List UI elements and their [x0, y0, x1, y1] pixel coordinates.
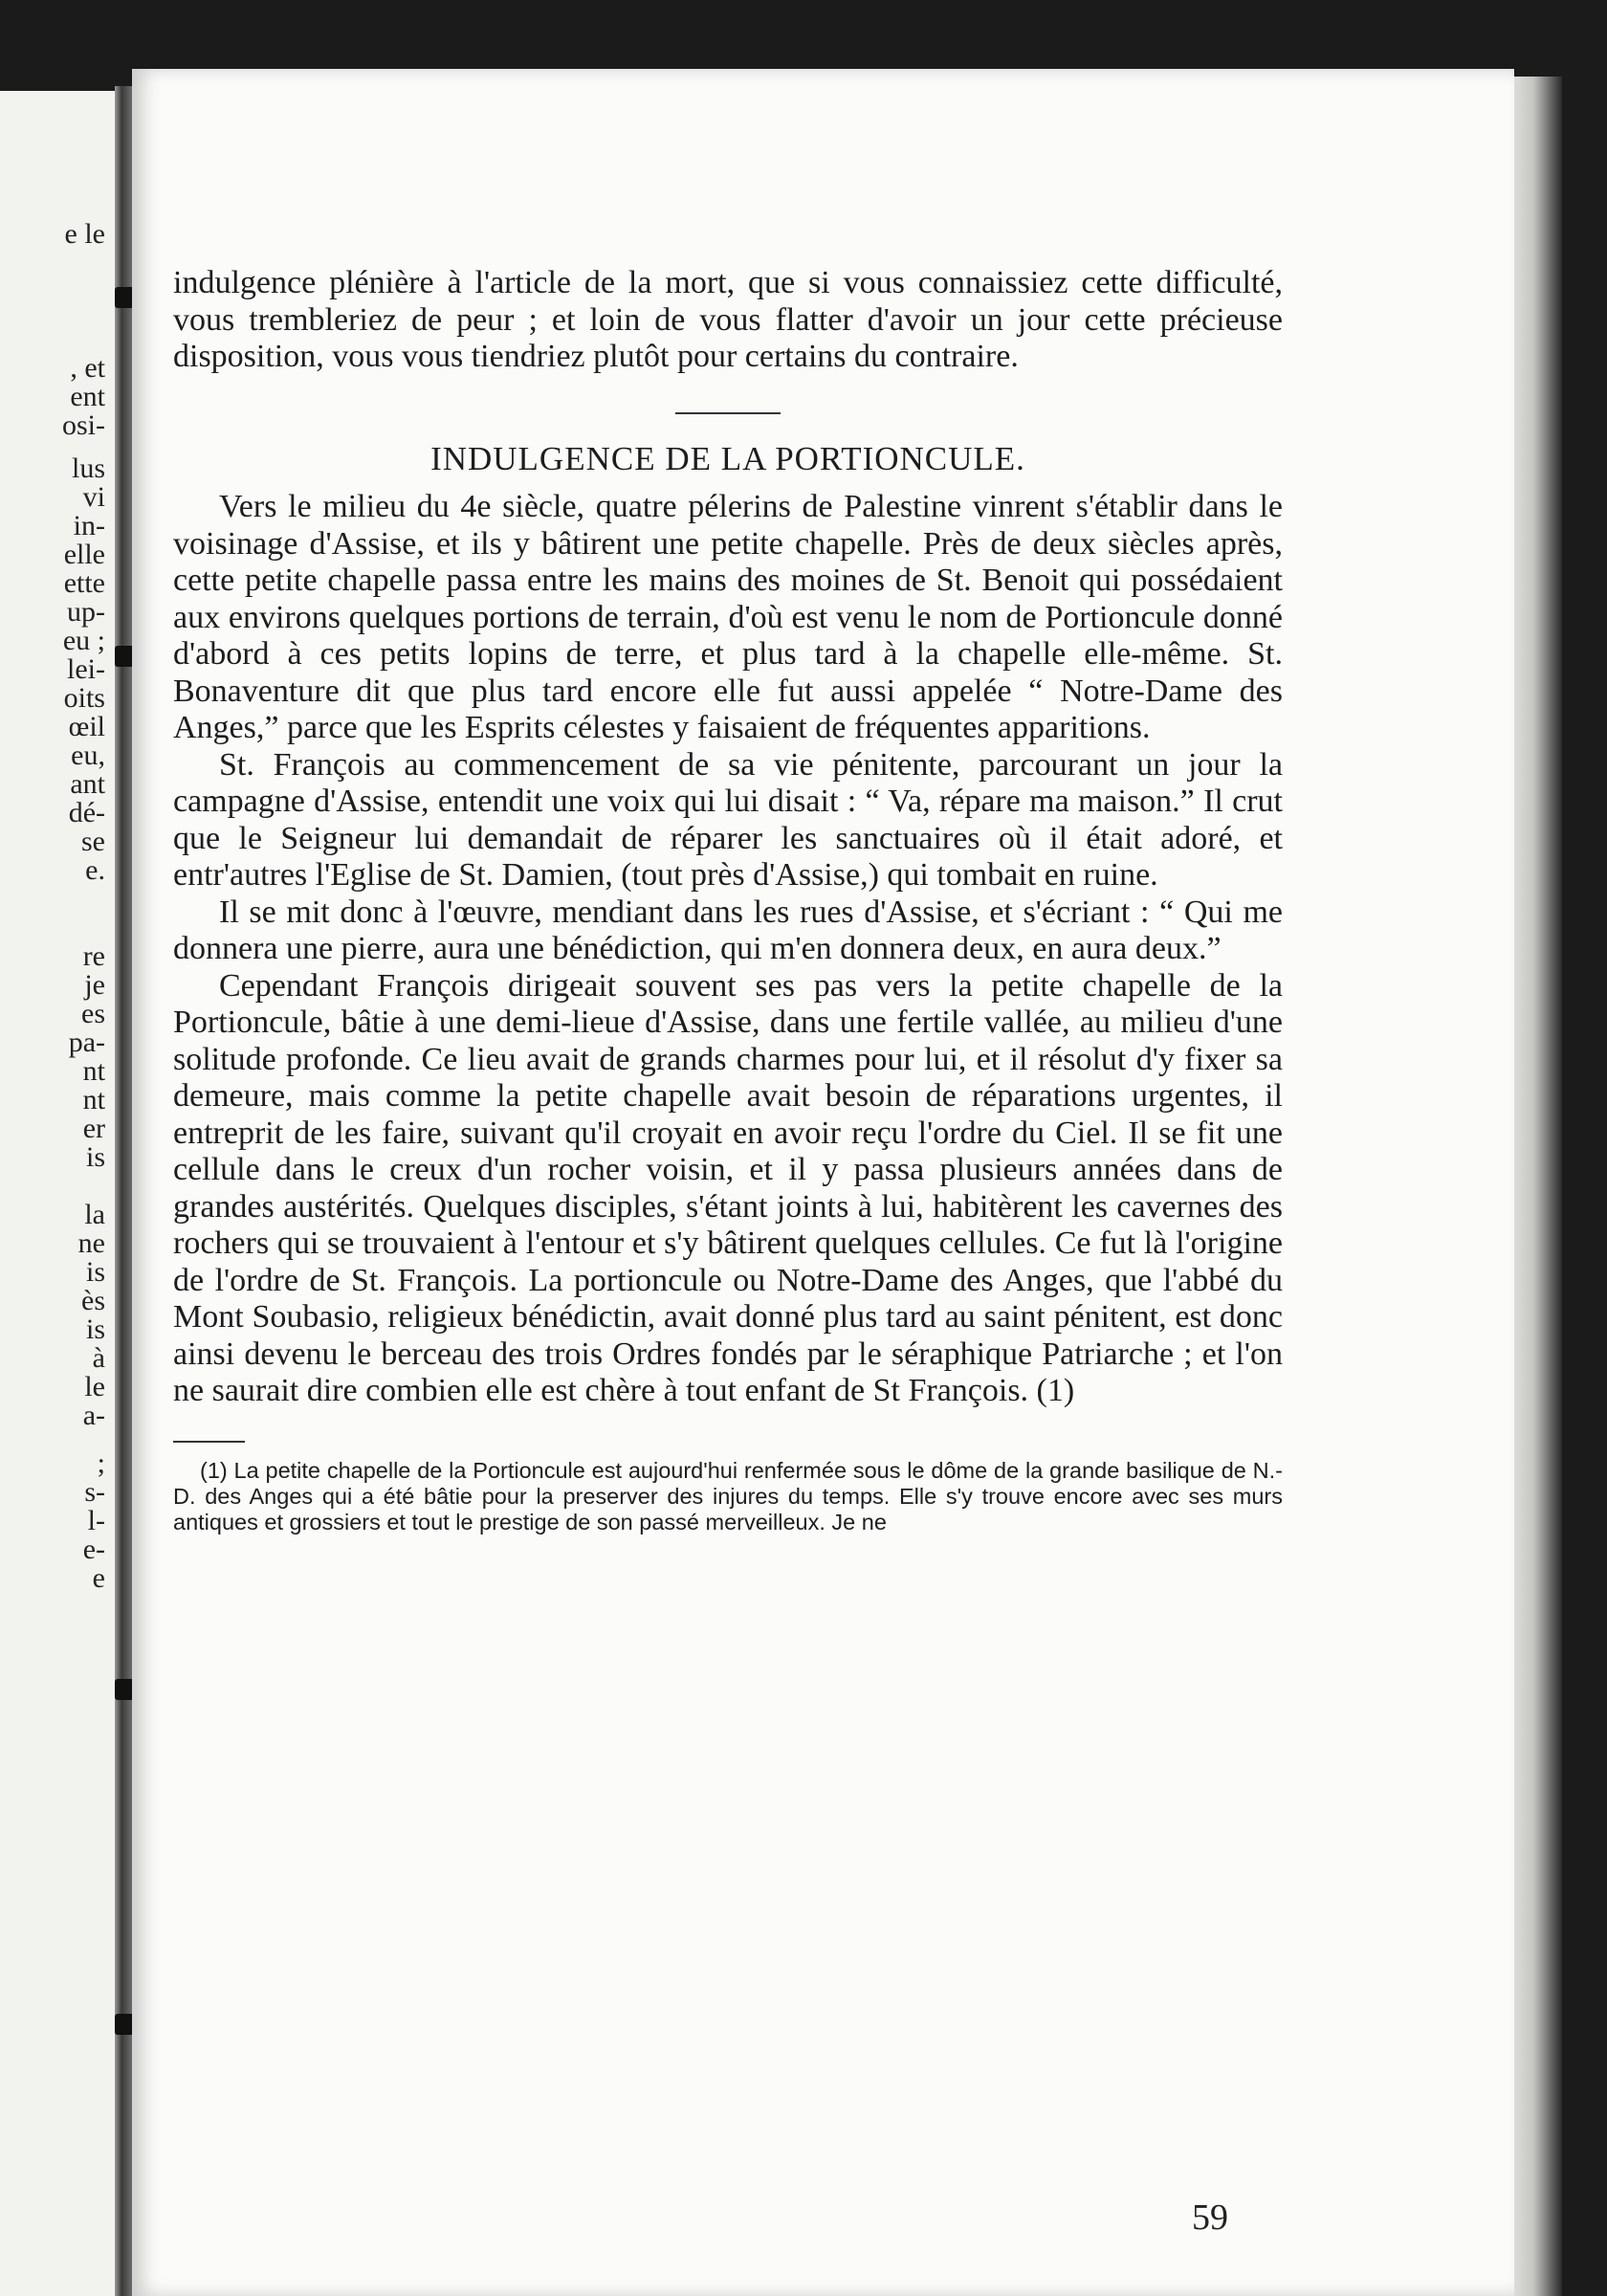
left-page-line: ne — [77, 1227, 105, 1259]
left-page-line: lus — [71, 453, 105, 484]
left-page-line: elle — [63, 539, 105, 570]
left-page-line: e- — [82, 1534, 105, 1565]
left-page-line: ; — [97, 1447, 105, 1479]
left-page-fragment — [0, 91, 115, 2296]
left-page-line: œil — [68, 711, 105, 742]
left-page-line: es — [81, 998, 105, 1029]
left-page-line: ent — [70, 381, 105, 412]
left-page-line: lei- — [67, 653, 105, 685]
footnote-divider — [173, 1441, 245, 1443]
page-content — [173, 265, 1283, 1535]
left-page-line: je — [84, 969, 105, 1001]
left-page-line: dé- — [68, 797, 105, 828]
left-page-line: vi — [82, 481, 105, 513]
left-page-line: nt — [82, 1055, 105, 1087]
body-paragraph: Il se mit donc à l'œuvre, mendiant dans les rues d'Assise, et s'écriant : “ Qui me donnera une pierre, aura une bénédiction, qui m'en donnera deux, en aura deux.” — [173, 894, 1283, 966]
left-page-line: ant — [70, 768, 105, 800]
body-paragraph: St. François au commencement de sa vie pénitente, parcourant un jour la campagne d'Assise, entendit une voix qui lui disait : “ Va, répare ma maison.” Il crut que le Seigneur lui demandait de réparer les sanctuaires où il était adoré, et entr'autres l'Eglise de St. Damien, (tout près d'Assise,) qui tombait en ruine. — [173, 746, 1283, 893]
body-paragraph: Vers le milieu du 4e siècle, quatre pélerins de Palestine vinrent s'établir dans le voisinage d'Assise, et ils y bâtirent une petite chapelle. Près de deux siècles après, cette petite chapelle passa entre les mains des moines de St. Benoit qui possédaient aux environs quelques portions de terrain, d'où est venu le nom de Portioncule donné d'abord à ces petits lopins de terre, et plus tard à la chapelle elle-même. St. Bonaventure dit que plus tard encore elle fut aussi appelée “ Notre-Dame des Anges,” parce que les Esprits célestes y faisaient de fréquentes apparitions. — [173, 489, 1283, 745]
left-page-line: pa- — [68, 1027, 105, 1058]
left-page-line: eu ; — [62, 625, 105, 656]
left-page-line: osi- — [62, 409, 105, 441]
left-page-line: ès — [81, 1285, 105, 1316]
left-page-line: , et — [70, 352, 105, 384]
left-page-line: up- — [67, 596, 105, 628]
left-page-line: nt — [82, 1084, 105, 1115]
left-page-line: le — [84, 1371, 105, 1402]
section-divider — [675, 412, 781, 414]
left-page-line: à — [92, 1342, 105, 1374]
left-page-line: e. — [85, 854, 105, 886]
left-page-line: s- — [84, 1476, 105, 1508]
left-page-line: la — [84, 1199, 105, 1230]
left-page-line: a- — [82, 1400, 105, 1431]
left-page-line: is — [85, 1256, 105, 1288]
page-edge-stack — [1514, 77, 1562, 2296]
book-page — [132, 69, 1514, 2296]
left-page-line: re — [82, 940, 105, 972]
left-page-line: ette — [63, 567, 105, 599]
left-page-line: is — [85, 1314, 105, 1345]
left-page-line: e le — [64, 218, 105, 250]
left-page-line: l- — [87, 1505, 105, 1536]
left-page-line: er — [82, 1113, 105, 1144]
footnote: (1) La petite chapelle de la Portioncule est aujourd'hui renfermée sous le dôme de la grande basilique de N.-D. des Anges qui a été bâtie pour la preserver des injures du temps. Elle s'y trouve encore avec ses murs antiques et grossiers et tout le prestige de son passé merveilleux. Je ne — [173, 1457, 1283, 1534]
intro-paragraph: indulgence plénière à l'article de la mort, que si vous connaissiez cette difficulté, vous trembleriez de peur ; et loin de vous flatter d'avoir un jour cette précieuse disposition, vous vous tiendriez plutôt pour certains du contraire. — [173, 265, 1283, 374]
left-page-line: eu, — [71, 740, 105, 771]
section-heading: INDULGENCE DE LA PORTIONCULE. — [430, 439, 1025, 477]
left-page-line: e — [92, 1562, 105, 1594]
left-page-line: se — [81, 826, 105, 857]
page-number: 59 — [1192, 2197, 1228, 2238]
left-page-line: is — [85, 1141, 105, 1173]
left-page-line: oits — [63, 682, 105, 714]
body-paragraph: Cependant François dirigeait souvent ses pas vers la petite chapelle de la Portioncule, bâtie à une demi-lieue d'Assise, dans une fertile vallée, au milieu d'une solitude profonde. Ce lieu avait de grands charmes pour lui, et il résolut d'y fixer sa demeure, mais comme la petite chapelle avait besoin de réparations urgentes, il entreprit de les faire, suivant qu'il croyait en avoir reçu l'ordre du Ciel. Il se fit une cellule dans le creux d'un rocher voisin, et il y passa plusieurs années dans de grandes austérités. Quelques disciples, s'étant joints à lui, habitèrent les cavernes des rochers qui se trouvaient à l'entour et s'y bâtirent quelques cellules. Ce fut là l'origine de l'ordre de St. François. La portioncule ou Notre-Dame des Anges, que l'abbé du Mont Soubasio, religieux bénédictin, avait donné plus tard au saint pénitent, est donc ainsi devenu le berceau des trois Ordres fondés par le séraphique Patriarche ; et l'on ne saurait dire combien elle est chère à tout enfant de St François. (1) — [173, 967, 1283, 1408]
book-gutter — [115, 86, 132, 2296]
left-page-line: in- — [73, 510, 105, 541]
